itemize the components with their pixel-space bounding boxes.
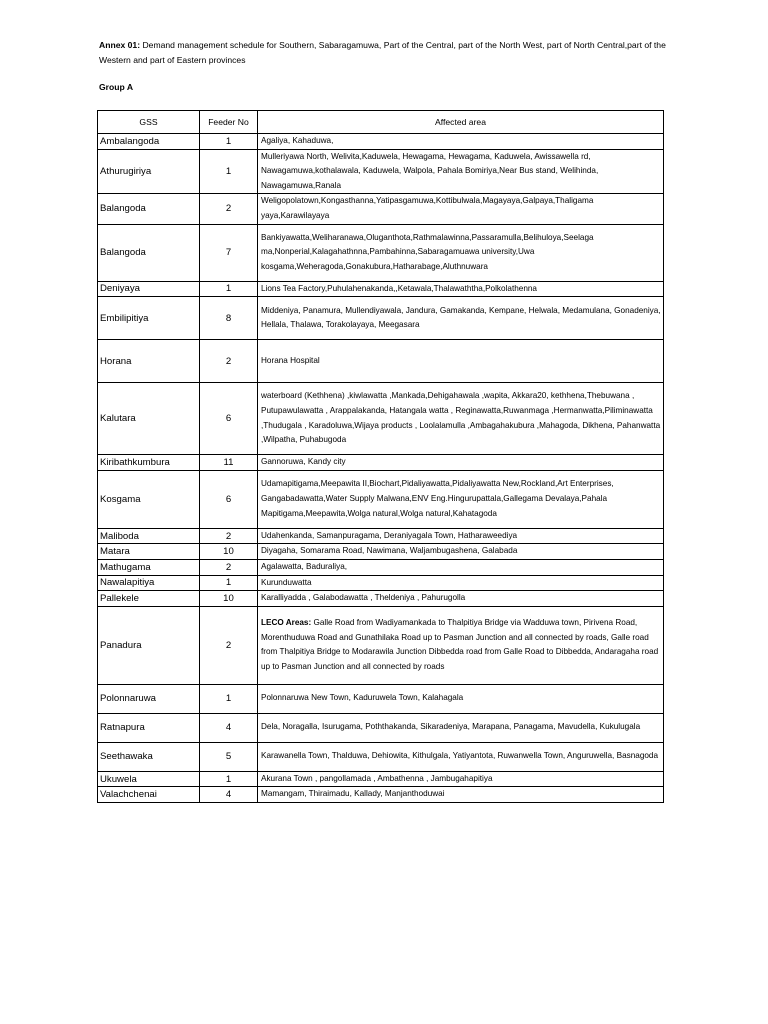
gss-cell: Nawalapitiya [98, 575, 200, 591]
gss-cell: Ambalangoda [98, 134, 200, 150]
gss-cell: Athurugiriya [98, 149, 200, 194]
column-header-feeder: Feeder No [200, 111, 258, 134]
affected-area-cell: Karalliyadda , Galabodawatta , Theldeniya , Pahurugolla [258, 591, 664, 607]
affected-area-cell: Diyagaha, Somarama Road, Nawimana, Waljambugashena, Galabada [258, 544, 664, 560]
affected-area-cell: Karawanella Town, Thalduwa, Dehiowita, Kithulgala, Yatiyantota, Ruwanwella Town, Anguruwella, Basnagoda [258, 742, 664, 771]
heading-text: Demand management schedule for Southern, Sabaragamuwa, Part of the Central, part of the North West, part of North Central,part of the Western and part of Eastern provinces [99, 40, 666, 65]
gss-cell: Balangoda [98, 194, 200, 224]
table-row [98, 544, 664, 560]
table-row [98, 684, 664, 713]
gss-cell: Ratnapura [98, 713, 200, 742]
table-row [98, 281, 664, 297]
table-row [98, 713, 664, 742]
table-row [98, 194, 664, 224]
feeder-cell: 8 [200, 297, 258, 340]
table-row [98, 771, 664, 787]
affected-area-cell: Polonnaruwa New Town, Kaduruwela Town, Kalahagala [258, 684, 664, 713]
table-row [98, 470, 664, 528]
gss-cell: Matara [98, 544, 200, 560]
feeder-cell: 11 [200, 455, 258, 471]
table-row [98, 455, 664, 471]
gss-cell: Embilipitiya [98, 297, 200, 340]
table-row [98, 297, 664, 340]
feeder-cell: 1 [200, 149, 258, 194]
affected-area-cell: Agalawatta, Baduraliya, [258, 559, 664, 575]
feeder-cell: 10 [200, 544, 258, 560]
column-header-gss: GSS [98, 111, 200, 134]
feeder-cell: 7 [200, 224, 258, 281]
gss-cell: Maliboda [98, 528, 200, 544]
gss-cell: Kalutara [98, 383, 200, 455]
gss-cell: Kosgama [98, 470, 200, 528]
table-row [98, 575, 664, 591]
area-lead-label: LECO Areas: [261, 618, 312, 628]
group-label: Group A [99, 82, 134, 92]
feeder-cell: 2 [200, 606, 258, 684]
table-row [98, 224, 664, 281]
table-row [98, 742, 664, 771]
gss-cell: Seethawaka [98, 742, 200, 771]
affected-area-cell: Akurana Town , pangollamada , Ambathenna , Jambugahapitiya [258, 771, 664, 787]
affected-area-cell: Bankiyawatta,Weliharanawa,Oluganthota,Rathmalawinna,Passaramulla,Belihuloya,Seelaga ma,Nonperial,Kalagahathnna,Pambahinna,Sabaragamuawa university,Uwa kosgama,Weheragoda,Gonakubura,Hatharabage,Aluthnuwara [258, 224, 664, 281]
feeder-cell: 2 [200, 340, 258, 383]
feeder-cell: 1 [200, 281, 258, 297]
affected-area-cell: Middeniya, Panamura, Mullendiyawala, Jandura, Gamakanda, Kempane, Helwala, Medamulana, Gonadeniya, Hellala, Thalawa, Torakolayaya, Meegasara [258, 297, 664, 340]
gss-cell: Balangoda [98, 224, 200, 281]
feeder-cell: 5 [200, 742, 258, 771]
affected-area-cell: waterboard (Kethhena) ,kiwlawatta ,Mankada,Dehigahawala ,wapita, Akkara20, kethhena,Thebuwana , Putupawulawatta , Arappalakanda, Hatangala watta , Reginawatta,Ruwanmaga ,Hermanwatta,Piliminawatta ,Thudugala , Karadoluwa,Wijaya products , Loolalamulla ,Ambagahakubura ,Mahagoda, Dikhena, Pahanwatta ,Wilpatha, Puhabugoda [258, 383, 664, 455]
gss-cell: Polonnaruwa [98, 684, 200, 713]
gss-cell: Deniyaya [98, 281, 200, 297]
table-header-row [98, 111, 664, 134]
feeder-cell: 2 [200, 528, 258, 544]
affected-area-cell: Udamapitigama,Meepawita II,Biochart,Pidaliyawatta,Pidaliyawatta New,Rockland,Art Enterprises, Gangabadawatta,Water Supply Malwana,ENV Eng.Hingurupattala,Gallegama Devalaya,Pahala Mapitigama,Meepawita,Wolga natural,Wolga natural,Kahatagoda [258, 470, 664, 528]
gss-cell: Kiribathkumbura [98, 455, 200, 471]
gss-cell: Panadura [98, 606, 200, 684]
annex-label: Annex 01: [99, 40, 141, 50]
table-row [98, 559, 664, 575]
table-row [98, 528, 664, 544]
affected-area-cell: Agaliya, Kahaduwa, [258, 134, 664, 150]
table-row [98, 134, 664, 150]
affected-area-cell: Udahenkanda, Samanpuragama, Deraniyagala Town, Hatharaweediya [258, 528, 664, 544]
gss-cell: Horana [98, 340, 200, 383]
table-row [98, 340, 664, 383]
affected-area-cell: Lions Tea Factory,Puhulahenakanda,,Ketawala,Thalawaththa,Polkolathenna [258, 281, 664, 297]
column-header-area: Affected area [258, 111, 664, 134]
table-row [98, 591, 664, 607]
table-row [98, 606, 664, 684]
feeder-cell: 1 [200, 684, 258, 713]
gss-cell: Mathugama [98, 559, 200, 575]
feeder-cell: 6 [200, 383, 258, 455]
gss-cell: Ukuwela [98, 771, 200, 787]
affected-area-cell: Mamangam, Thiraimadu, Kallady, Manjanthoduwai [258, 787, 664, 803]
feeder-cell: 10 [200, 591, 258, 607]
area-text: Galle Road from Wadiyamankada to Thalpitiya Bridge via Wadduwa town, Pirivena Road, Morenthuduwa Road and Gunathilaka Road up to Pasman Junction and all connected by roads, Galle road from Thalpitiya Bridge to Modarawila Junction Dibbedda road from Galle Road to Dibbedda, Andaragaha road up to Pasman Junction and all connected by roads [261, 618, 659, 671]
table-row [98, 383, 664, 455]
gss-cell: Valachchenai [98, 787, 200, 803]
feeder-cell: 1 [200, 575, 258, 591]
gss-cell: Pallekele [98, 591, 200, 607]
feeder-cell: 4 [200, 787, 258, 803]
feeder-cell: 2 [200, 194, 258, 224]
feeder-cell: 1 [200, 134, 258, 150]
feeder-cell: 4 [200, 713, 258, 742]
affected-area-cell [258, 606, 664, 684]
table-row [98, 149, 664, 194]
feeder-cell: 6 [200, 470, 258, 528]
document-heading [99, 38, 669, 68]
schedule-table [97, 110, 664, 803]
affected-area-cell: Horana Hospital [258, 340, 664, 383]
affected-area-cell: Mulleriyawa North, Welivita,Kaduwela, Hewagama, Hewagama, Kaduwela, Awissawella rd, Nawagamuwa,kothalawala, Kaduwela, Walpola, Pahala Bomiriya,Near Bus stand, Welihinda, Nawagamuwa,Ranala [258, 149, 664, 194]
feeder-cell: 2 [200, 559, 258, 575]
affected-area-cell: Gannoruwa, Kandy city [258, 455, 664, 471]
affected-area-cell: Dela, Noragalla, Isurugama, Poththakanda, Sikaradeniya, Marapana, Panagama, Mavudella, Kukulugala [258, 713, 664, 742]
table-row [98, 787, 664, 803]
feeder-cell: 1 [200, 771, 258, 787]
affected-area-cell: Kurunduwatta [258, 575, 664, 591]
affected-area-cell: Weligopolatown,Kongasthanna,Yatipasgamuwa,Kottibulwala,Magayaya,Galpaya,Thaligama yaya,Karawilayaya [258, 194, 664, 224]
